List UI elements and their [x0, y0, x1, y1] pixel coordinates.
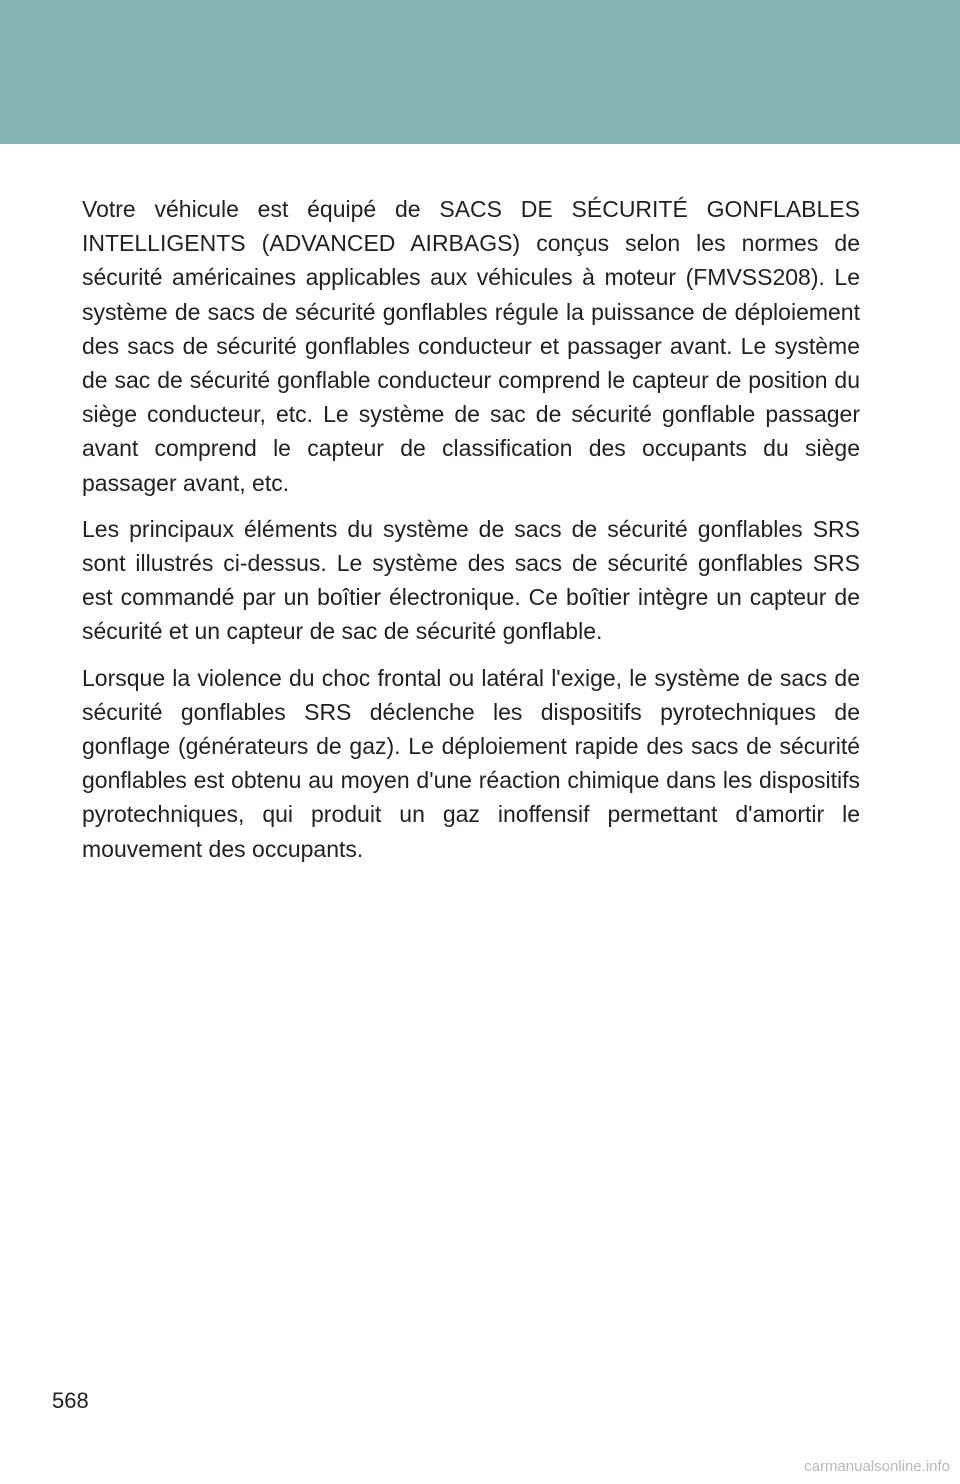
paragraph-advanced-airbags: Votre véhicule est équipé de SACS DE SÉCURITÉ GONFLABLES INTELLIGENTS (ADVANCED AIRBAGS) conçus selon les normes de sécurité américaines applicables aux véhicules à moteur (FMVSS208). Le système de sacs de sécurité gonflables régule la puissance de déploiement des sacs de sécurité gonflables conducteur et passager avant. Le système de sac de sécurité gonflable conducteur comprend le capteur de position du siège conducteur, etc. Le système de sac de sécurité gonflable passager avant comprend le capteur de classification des occupants du siège passager avant, etc.: [82, 196, 860, 496]
page-number: 568: [52, 1388, 89, 1413]
watermark-text: carmanualsonline.info: [804, 1458, 950, 1475]
paragraph-srs-components: Les principaux éléments du système de sacs de sécurité gonflables SRS sont illustrés ci-dessus. Le système des sacs de sécurité gonflables SRS est commandé par un boîtier électronique. Ce boîtier intègre un capteur de sécurité et un capteur de sac de sécurité gonflable.: [82, 515, 860, 645]
paragraph-deployment: Lorsque la violence du choc frontal ou latéral l'exige, le système de sacs de sécurité gonflables SRS déclenche les dispositifs pyrotechniques de gonflage (générateurs de gaz). Le déploiement rapide des sacs de sécurité gonflables est obtenu au moyen d'une réaction chimique dans les dispositifs pyrotechniques, qui produit un gaz inoffensif permettant d'amortir le mouvement des occupants.: [82, 664, 860, 862]
header-band: [0, 0, 960, 144]
document-body: [82, 192, 860, 878]
